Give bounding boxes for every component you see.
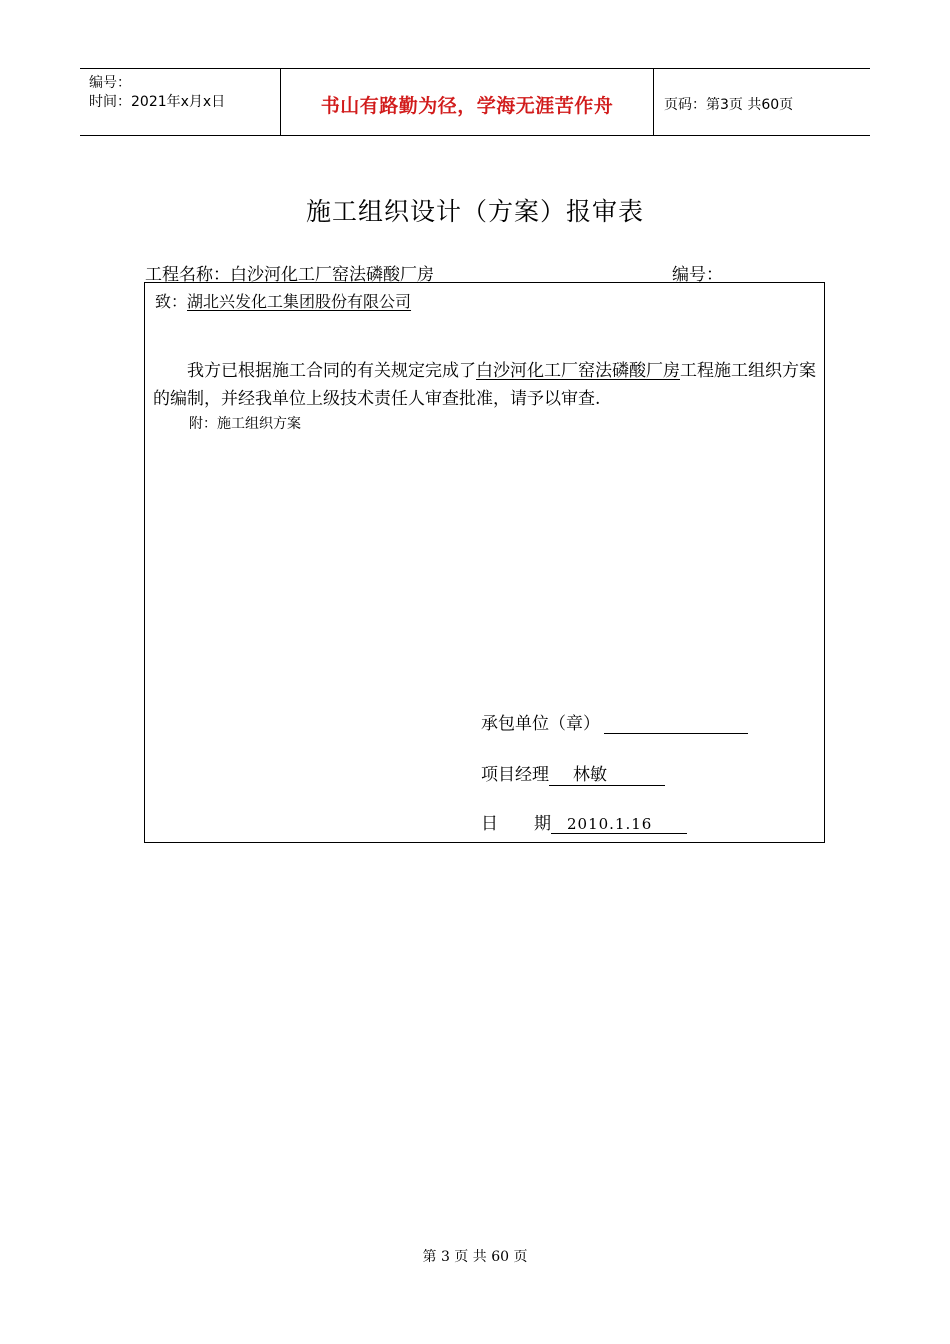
page-footer: 第 3 页 共 60 页 (422, 1249, 528, 1265)
date-line (481, 809, 687, 834)
header-motto: 书山有路勤为径，学海无涯苦作舟 (320, 95, 614, 117)
project-number-label: 编号： (672, 265, 723, 285)
form-box (144, 282, 825, 843)
contractor-signature-line (481, 709, 748, 734)
page-header (80, 68, 870, 136)
project-name-line: 工程名称：白沙河化工厂窑法磷酸厂房 (145, 265, 434, 285)
document-title: 施工组织设计（方案）报审表 (305, 197, 644, 226)
header-right-cell (654, 69, 870, 135)
header-number-label: 编号： (89, 75, 131, 91)
paragraph-project-name: 白沙河化工厂窑法磷酸厂房 (476, 361, 680, 381)
attachment-line: 附：施工组织方案 (189, 416, 301, 432)
paragraph-part-1: 我方已根据施工合同的有关规定完成了 (187, 361, 476, 381)
manager-signature-line (481, 760, 665, 786)
contractor-label: 承包单位（章） (481, 714, 600, 734)
header-middle-cell (281, 69, 654, 135)
submission-paragraph (153, 357, 821, 413)
contractor-signature-blank (604, 715, 748, 734)
recipient-name: 湖北兴发化工集团股份有限公司 (187, 292, 412, 311)
header-time-label: 时间：2021年x月x日 (89, 94, 226, 110)
manager-label: 项目经理 (481, 765, 549, 785)
recipient-prefix: 致： (155, 292, 188, 311)
paragraph-part-2: 工程施工组织方案的编制，并经我单位上级技术责任人审查批准，请予以审查. (153, 361, 816, 409)
header-left-cell (80, 69, 281, 135)
date-label-1: 日 (481, 814, 498, 834)
date-label-2: 期 (534, 814, 551, 834)
date-value: 2010.1.16 (551, 815, 687, 834)
manager-value: 林敏 (549, 760, 665, 786)
header-page-info: 页码：第3页 共60页 (664, 97, 794, 113)
recipient-line (155, 289, 411, 312)
